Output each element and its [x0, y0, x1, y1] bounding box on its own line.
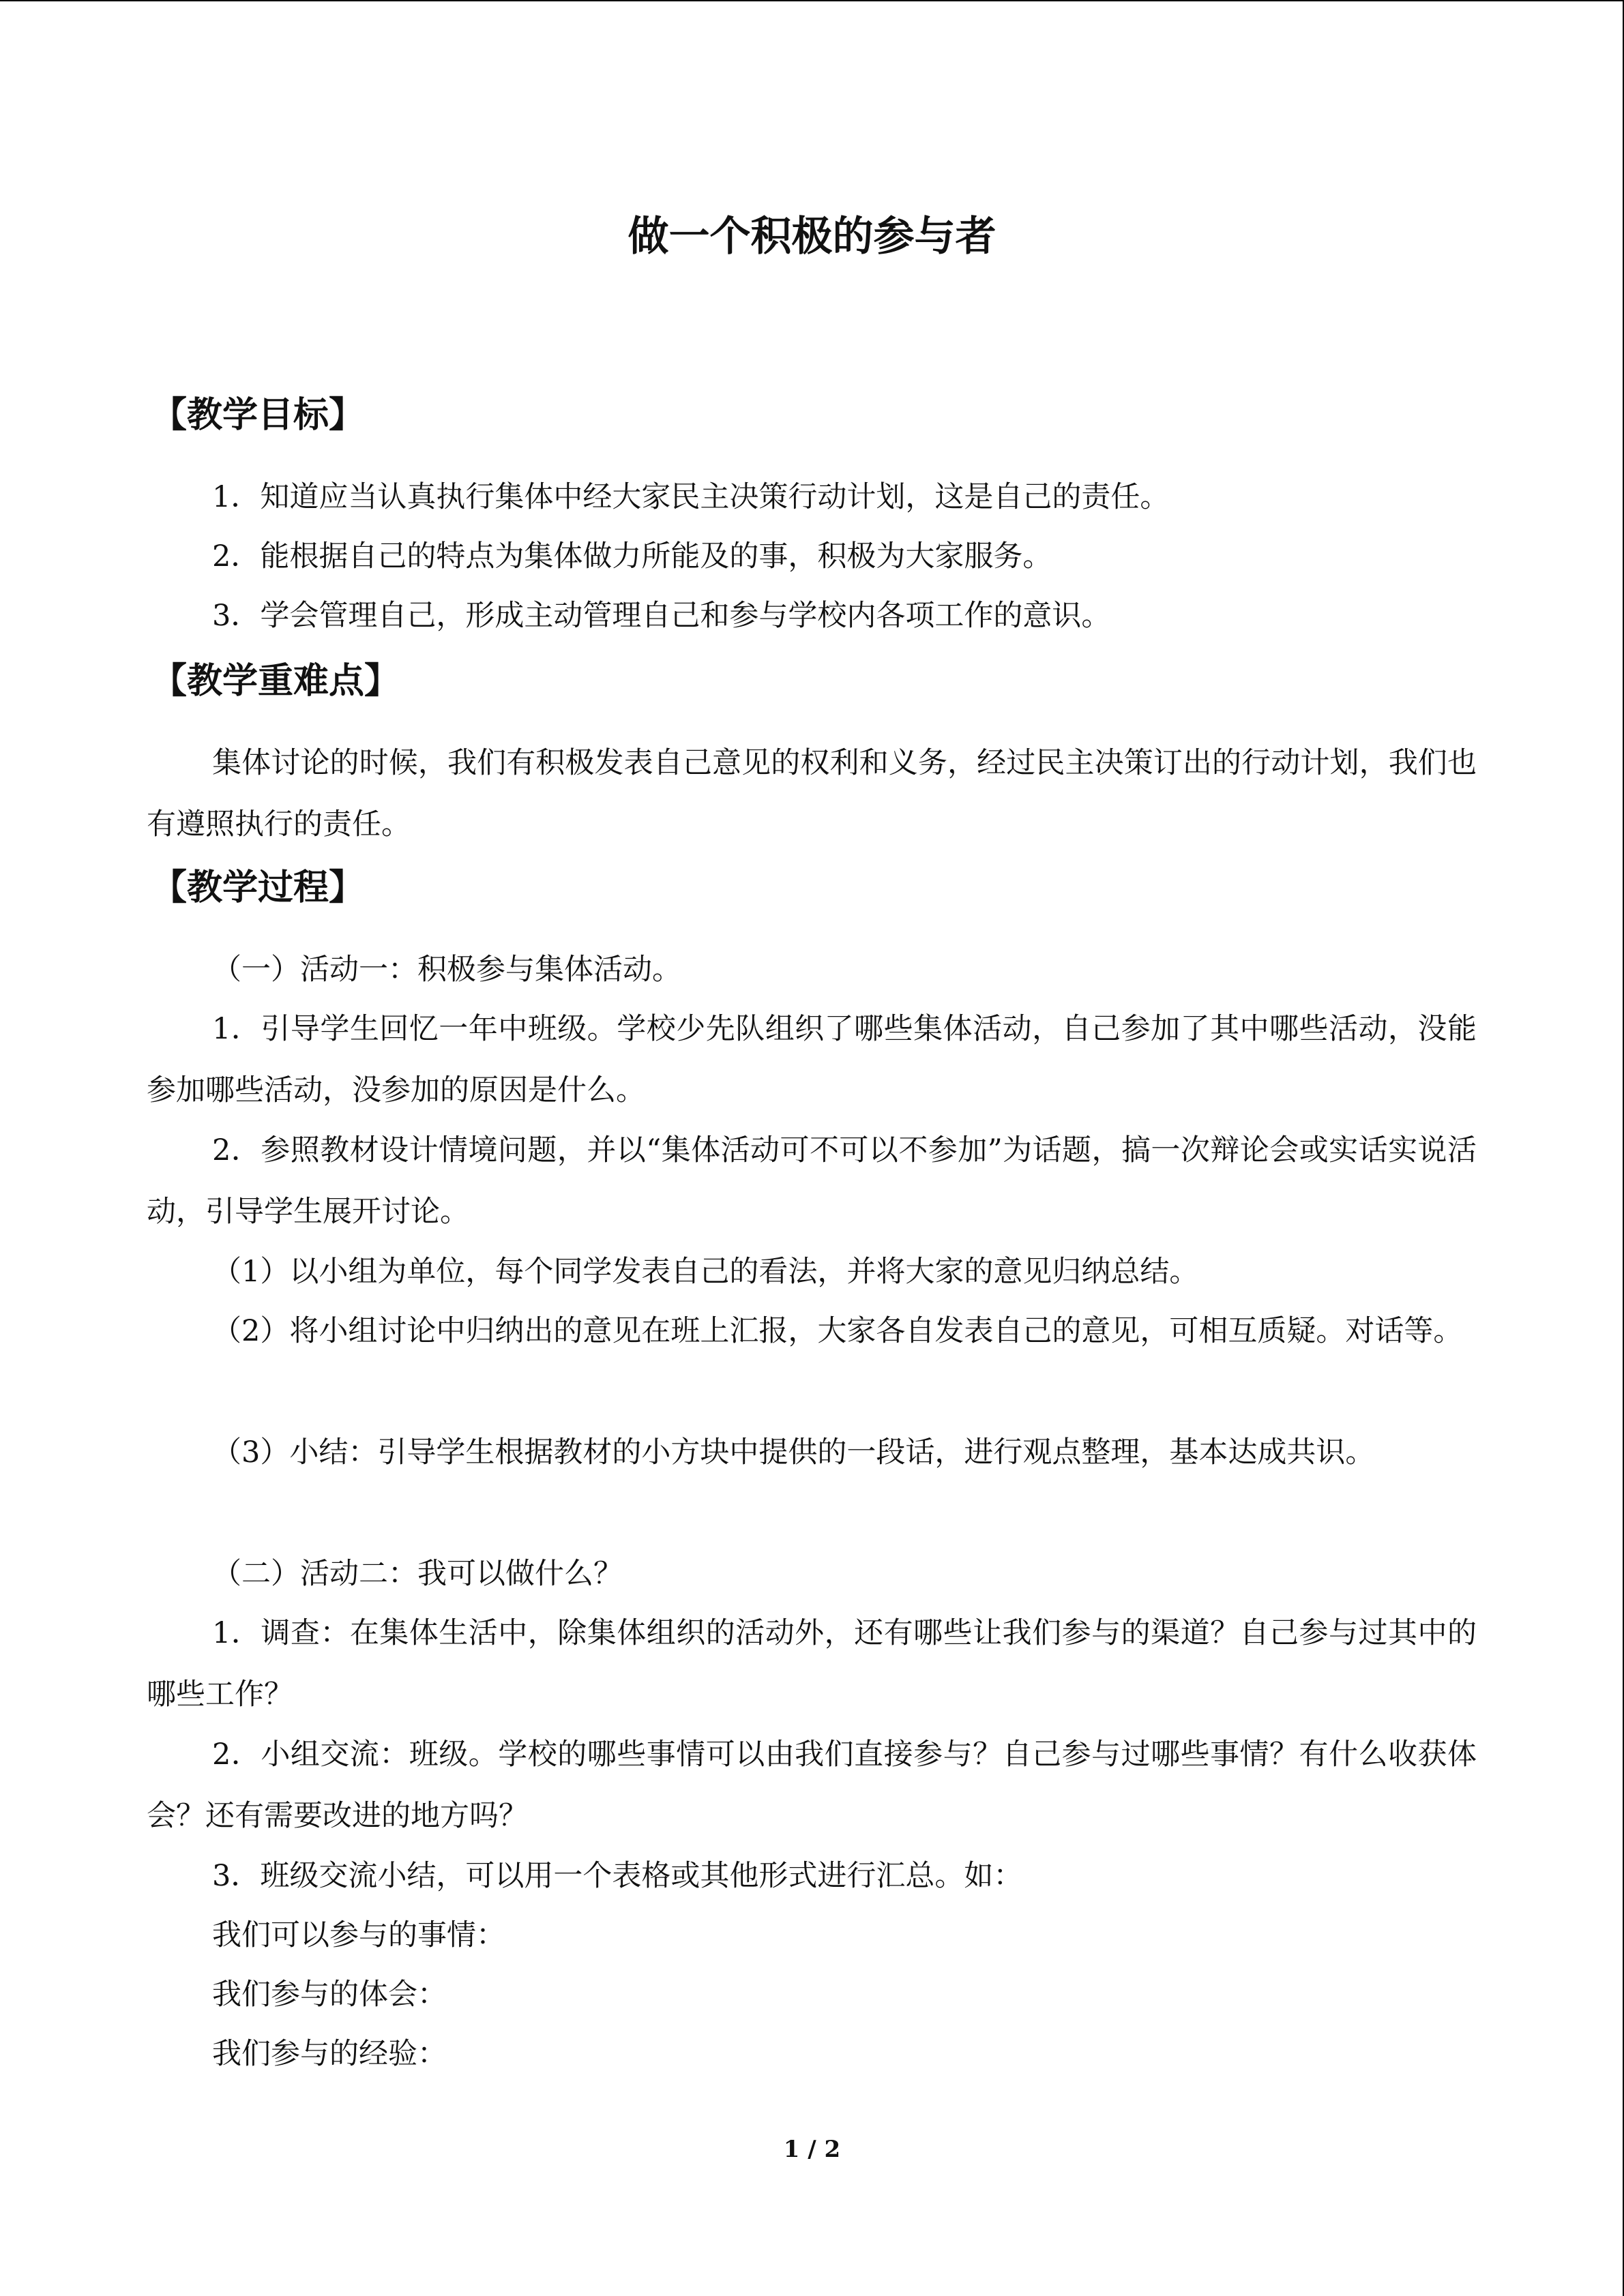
process-subitem-2: （2）将小组讨论中归纳出的意见在班上汇报，大家各自发表自己的意见，可相互质疑。对话等。 — [212, 1314, 1463, 1348]
process-paragraph-1: 1．引导学生回忆一年中班级。学校少先队组织了哪些集体活动，自己参加了其中哪些活动，没能参加哪些活动，没参加的原因是什么。 — [147, 1012, 1477, 1107]
section-heading-key-points: 【教学重难点】 — [151, 661, 400, 702]
process-activity-1-title: （一）活动一：积极参与集体活动。 — [212, 953, 681, 987]
process-subitem-3: （3）小结：引导学生根据教材的小方块中提供的一段话，进行观点整理，基本达成共识。 — [212, 1435, 1375, 1470]
summary-line-things: 我们可以参与的事情： — [212, 1918, 505, 1952]
process-subitem-1: （1）以小组为单位，每个同学发表自己的看法，并将大家的意见归纳总结。 — [212, 1255, 1199, 1289]
page-number: 1 / 2 — [783, 2136, 841, 2163]
summary-line-experience: 我们参与的经验： — [212, 2037, 447, 2071]
page-title: 做一个积极的参与者 — [628, 213, 996, 260]
process-paragraph-5: 3．班级交流小结，可以用一个表格或其他形式进行汇总。如： — [212, 1859, 1023, 1893]
summary-line-feelings: 我们参与的体会： — [212, 1978, 447, 2012]
objective-item-3: 3．学会管理自己，形成主动管理自己和参与学校内各项工作的意识。 — [212, 599, 1111, 633]
process-paragraph-2: 2．参照教材设计情境问题，并以“集体活动可不可以不参加”为话题，搞一次辩论会或实话实说活动，引导学生展开讨论。 — [147, 1133, 1477, 1229]
objective-item-1: 1．知道应当认真执行集体中经大家民主决策行动计划，这是自己的责任。 — [212, 480, 1170, 514]
process-paragraph-3: 1．调查：在集体生活中，除集体组织的活动外，还有哪些让我们参与的渠道？自己参与过其中的哪些工作？ — [147, 1616, 1477, 1712]
key-points-paragraph: 集体讨论的时候，我们有积极发表自己意见的权利和义务，经过民主决策订出的行动计划，我们也有遵照执行的责任。 — [147, 746, 1477, 841]
section-heading-objectives: 【教学目标】 — [151, 395, 365, 436]
process-activity-2-title: （二）活动二：我可以做什么？ — [212, 1557, 623, 1591]
section-heading-process: 【教学过程】 — [151, 867, 365, 908]
objective-item-2: 2．能根据自己的特点为集体做力所能及的事，积极为大家服务。 — [212, 539, 1052, 573]
process-paragraph-4: 2．小组交流：班级。学校的哪些事情可以由我们直接参与？自己参与过哪些事情？有什么收获体会？还有需要改进的地方吗？ — [147, 1738, 1477, 1833]
